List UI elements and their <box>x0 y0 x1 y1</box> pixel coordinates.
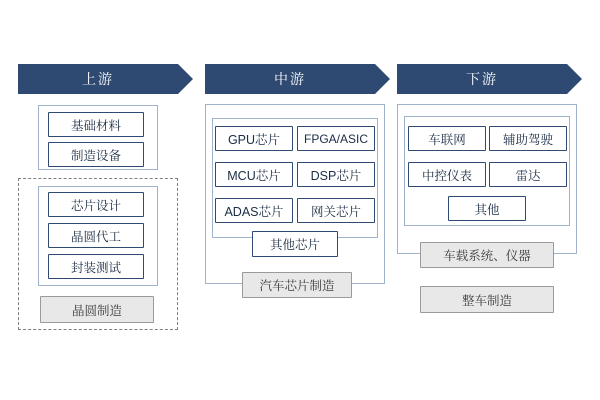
node-downstream-3[interactable] <box>489 162 567 187</box>
node-label: 汽车芯片制造 <box>259 279 335 293</box>
node-label: ADAS芯片 <box>224 204 284 219</box>
node-downstream-4[interactable] <box>448 196 526 221</box>
node-label: 雷达 <box>515 168 541 183</box>
node-downstream-5[interactable] <box>420 242 554 268</box>
banner-downstream <box>397 64 567 94</box>
banner-midstream-label: 中游 <box>274 71 306 87</box>
node-upstream-2[interactable] <box>48 192 144 217</box>
node-label: 中控仪表 <box>421 168 472 183</box>
banner-downstream-label: 下游 <box>466 71 498 87</box>
node-label: 车联网 <box>428 132 466 147</box>
node-label: 基础材料 <box>70 118 121 133</box>
node-midstream-6[interactable] <box>252 231 338 257</box>
node-upstream-4[interactable] <box>48 254 144 279</box>
node-midstream-7[interactable] <box>242 272 352 298</box>
node-upstream-1[interactable] <box>48 142 144 167</box>
node-midstream-0[interactable] <box>215 126 293 151</box>
node-downstream-6[interactable] <box>420 286 554 313</box>
node-label: 网关芯片 <box>310 204 361 219</box>
node-downstream-2[interactable] <box>408 162 486 187</box>
banner-upstream-label: 上游 <box>82 71 114 87</box>
chevron-arrow-icon <box>567 64 582 94</box>
banner-midstream <box>205 64 375 94</box>
node-label: 晶圆制造 <box>71 303 122 318</box>
node-label: 其他 <box>474 202 500 217</box>
node-upstream-0[interactable] <box>48 112 144 137</box>
node-label: 辅助驾驶 <box>502 132 553 147</box>
chevron-arrow-icon <box>375 64 390 94</box>
node-label: 芯片设计 <box>70 198 121 213</box>
node-label: 晶圆代工 <box>70 229 121 244</box>
node-upstream-5[interactable] <box>40 296 154 323</box>
node-label: 封装测试 <box>70 260 121 275</box>
node-upstream-3[interactable] <box>48 223 144 248</box>
node-midstream-5[interactable] <box>297 198 375 223</box>
chevron-arrow-icon <box>178 64 193 94</box>
node-label: DSP芯片 <box>310 168 362 183</box>
node-midstream-1[interactable] <box>297 126 375 151</box>
node-label: MCU芯片 <box>227 168 281 183</box>
node-label: 其他芯片 <box>269 238 320 252</box>
node-midstream-4[interactable] <box>215 198 293 223</box>
node-downstream-1[interactable] <box>489 126 567 151</box>
node-label: 整车制造 <box>461 293 512 308</box>
banner-upstream <box>18 64 178 94</box>
node-label: 车载系统、仪器 <box>443 249 531 263</box>
node-midstream-2[interactable] <box>215 162 293 187</box>
node-label: GPU芯片 <box>227 132 281 147</box>
node-label: FPGA/ASIC <box>303 131 368 146</box>
node-downstream-0[interactable] <box>408 126 486 151</box>
node-midstream-3[interactable] <box>297 162 375 187</box>
node-label: 制造设备 <box>70 148 121 163</box>
